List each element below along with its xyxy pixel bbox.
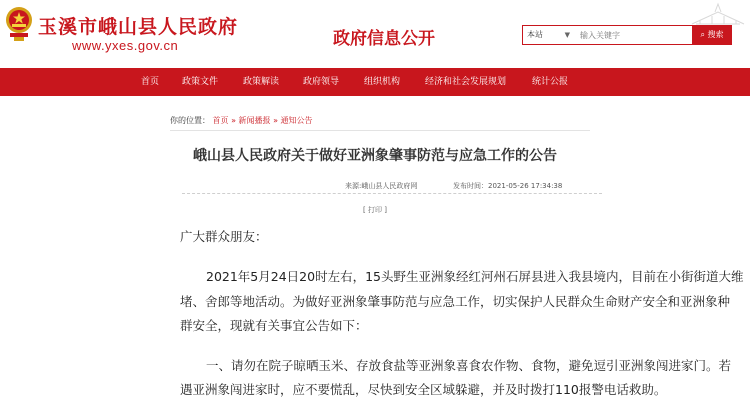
nav-item-policy-docs[interactable]: 政策文件 <box>182 77 219 87</box>
search-button[interactable] <box>692 25 732 45</box>
search-scope-label: 本站 <box>527 30 543 39</box>
breadcrumb-notices[interactable]: 通知公告 <box>280 116 313 125</box>
nav-item-gov-leaders[interactable]: 政府领导 <box>303 77 340 87</box>
site-title[interactable]: 玉溪市峨山县人民政府 <box>38 16 239 38</box>
search-bar <box>522 25 724 45</box>
nav-item-organization[interactable]: 组织机构 <box>364 77 401 87</box>
paragraph-line: 一、请勿在院子晾晒玉米、存放食盐等亚洲象喜食农作物、食物，避免逗引亚洲象闯进家门。若 <box>206 358 732 373</box>
paragraph-line: 群安全，现就有关事宜公告如下： <box>180 318 368 333</box>
section-title[interactable]: 政府信息公开 <box>333 29 435 49</box>
paragraph-line: 2021年5月24日20时左右，15头野生亚洲象经红河州石屏县进入我县境内，目前在小街街道大维 <box>206 269 744 284</box>
paragraph-line: 堵、舍郎等地活动。为做好亚洲象肇事防范与应急工作，切实保护人民群众生命财产安全和亚洲象种 <box>180 294 731 309</box>
breadcrumb-divider <box>170 130 590 131</box>
site-url: www.yxes.gov.cn <box>72 38 179 53</box>
nav-item-development-plan[interactable]: 经济和社会发展规划 <box>425 77 507 87</box>
article-title: 峨山县人民政府关于做好亚洲象肇事防范与应急工作的公告 <box>193 148 557 164</box>
search-input[interactable] <box>572 25 693 45</box>
article-publish-time: 发布时间：2021-05-26 17:34:38 <box>453 182 563 190</box>
article-page <box>0 96 750 420</box>
breadcrumb-prefix: 你的位置： <box>170 116 210 125</box>
nav-item-home[interactable]: 首页 <box>141 77 160 87</box>
print-link <box>0 205 750 215</box>
nav-item-policy-interpretation[interactable]: 政策解读 <box>243 77 280 87</box>
breadcrumb <box>170 115 313 126</box>
breadcrumb-separator: » <box>231 116 236 125</box>
chevron-down-icon: ▼ <box>564 31 570 39</box>
breadcrumb-news[interactable]: 新闻播报 <box>238 116 271 125</box>
breadcrumb-separator: » <box>273 116 278 125</box>
search-scope-select[interactable] <box>522 25 574 45</box>
print-button[interactable]: [ 打印 ] <box>363 206 387 214</box>
breadcrumb-home[interactable]: 首页 <box>212 116 229 125</box>
article-salutation: 广大群众朋友： <box>180 229 268 244</box>
main-nav <box>0 68 750 96</box>
national-emblem-icon <box>4 5 34 43</box>
search-icon: ⌕ <box>700 30 705 39</box>
paragraph-line: 遇亚洲象闯进家时，应不要慌乱，尽快到安全区域躲避，并及时拨打110报警电话救助。 <box>180 382 667 397</box>
article-source: 来源:峨山县人民政府网 <box>345 182 418 190</box>
nav-item-statistics[interactable]: 统计公报 <box>532 77 569 87</box>
site-header <box>0 0 750 68</box>
search-button-label: 搜索 <box>707 30 724 39</box>
meta-divider <box>182 193 602 194</box>
